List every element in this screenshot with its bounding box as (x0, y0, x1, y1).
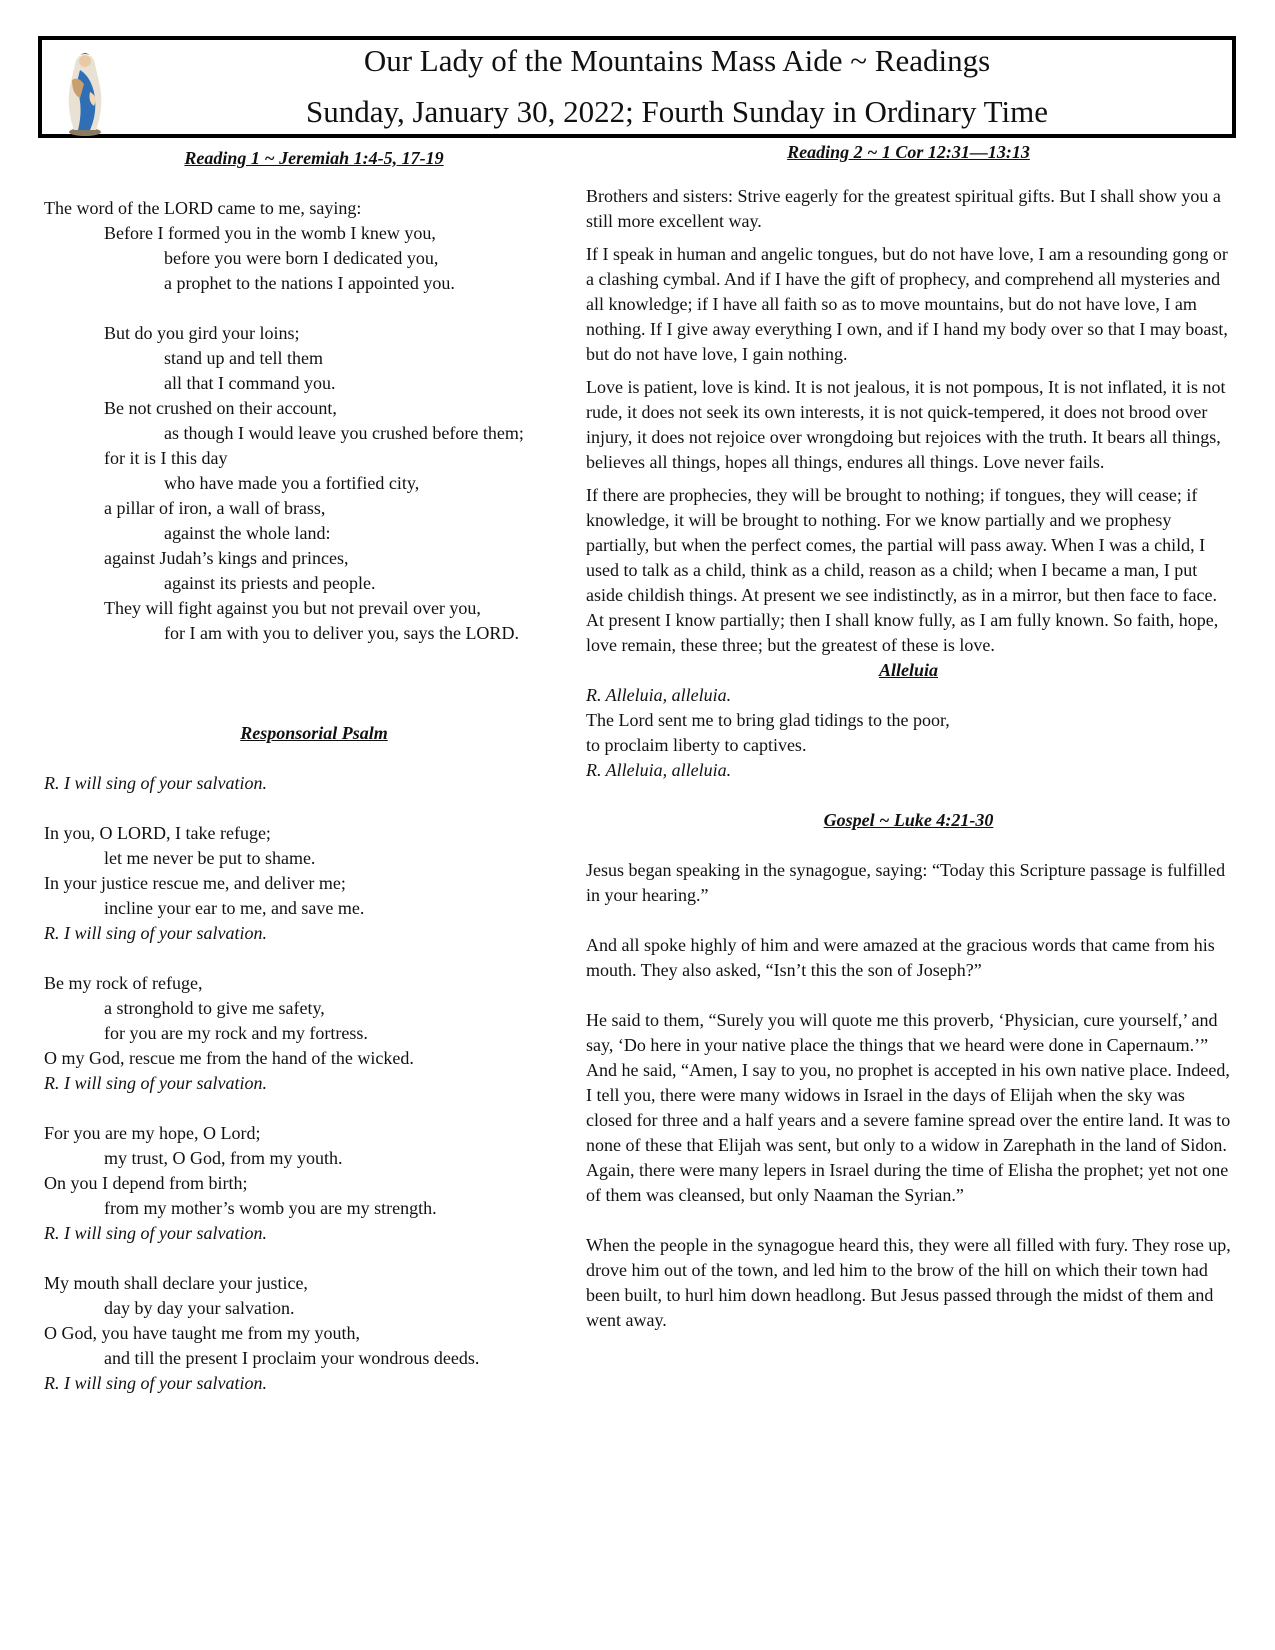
psalm-line: O God, you have taught me from my youth, (44, 1323, 360, 1343)
page-title: Our Lady of the Mountains Mass Aide ~ Readings (363, 43, 991, 78)
psalm-line: My mouth shall declare your justice, (44, 1273, 308, 1293)
reading2-paragraph: Brothers and sisters: Strive eagerly for the greatest spiritual gifts. But I shall show you a still more excellent way. (586, 186, 1221, 231)
alleluia-response: R. Alleluia, alleluia. (586, 685, 732, 705)
alleluia-verse: The Lord sent me to bring glad tidings to the poor, (586, 710, 950, 730)
reading1-line: against Judah’s kings and princes, (104, 548, 349, 568)
psalm-response: R. I will sing of your salvation. (44, 1223, 267, 1243)
psalm-line: my trust, O God, from my youth. (104, 1148, 343, 1168)
gospel-paragraph: When the people in the synagogue heard this, they were all filled with fury. They rose up, drove him out of the town, and led him to the brow of the hill on which their town had been built, to hurl him down headlong. But Jesus passed through the midst of them and went away. (586, 1235, 1231, 1330)
psalm-response: R. I will sing of your salvation. (44, 1373, 267, 1393)
reading1-line: who have made you a fortified city, (164, 473, 420, 493)
reading1-line: But do you gird your loins; (104, 323, 300, 343)
reading1-line: before you were born I dedicated you, (164, 248, 439, 268)
psalm-line: and till the present I proclaim your wondrous deeds. (104, 1348, 480, 1368)
psalm-line: let me never be put to shame. (104, 848, 316, 868)
psalm-line: Be my rock of refuge, (44, 973, 203, 993)
reading1-heading: Reading 1 ~ Jeremiah 1:4-5, 17-19 (184, 148, 444, 168)
psalm-response: R. I will sing of your salvation. (44, 923, 267, 943)
gospel-heading: Gospel ~ Luke 4:21-30 (823, 810, 994, 830)
psalm-response: R. I will sing of your salvation. (44, 1073, 267, 1093)
psalm-line: a stronghold to give me safety, (104, 998, 325, 1018)
psalm-line: for you are my rock and my fortress. (104, 1023, 368, 1043)
reading1-line: a prophet to the nations I appointed you. (164, 273, 455, 293)
page-subtitle: Sunday, January 30, 2022; Fourth Sunday in Ordinary Time (306, 94, 1048, 129)
page-header (38, 36, 1236, 138)
reading1-line: The word of the LORD came to me, saying: (44, 198, 362, 218)
reading1-line: against the whole land: (164, 523, 331, 543)
gospel-paragraph: Jesus began speaking in the synagogue, saying: “Today this Scripture passage is fulfilled in your hearing.” (586, 860, 1226, 905)
reading1-text (44, 196, 584, 646)
psalm-line: incline your ear to me, and save me. (104, 898, 365, 918)
reading1-line: stand up and tell them (164, 348, 323, 368)
reading1-line: against its priests and people. (164, 573, 376, 593)
left-column (44, 146, 584, 1396)
reading2-paragraph: Love is patient, love is kind. It is not jealous, it is not pompous, It is not inflated, it is not rude, it does not seek its own interests, it is not quick-tempered, it does not brood over injury, it does not rejoice over wrongdoing but rejoices with the truth. It bears all things, believes all things, hopes all things, endures all things. Love never fails. (586, 377, 1226, 472)
reading1-line: for I am with you to deliver you, says the LORD. (164, 623, 519, 643)
reading1-line (44, 296, 584, 321)
reading2-paragraph: If there are prophecies, they will be brought to nothing; if tongues, they will cease; if knowledge, it will be brought to nothing. For we know partially and we prophesy partially, but when the perfect comes, the partial will pass away. When I was a child, I used to talk as a child, think as a child, reason as a child; when I became a man, I put aside childish things. At present we see indistinctly, as in a mirror, but then face to face. At present I know partially; then I shall know fully, as I am fully known. So faith, hope, love remain, these three; but the greatest of these is love. (586, 485, 1219, 655)
alleluia-verse: to proclaim liberty to captives. (586, 735, 807, 755)
reading1-line: all that I command you. (164, 373, 336, 393)
psalm-text (44, 796, 584, 1396)
reading1-line: a pillar of iron, a wall of brass, (104, 498, 326, 518)
alleluia-heading: Alleluia (878, 660, 938, 680)
psalm-line: On you I depend from birth; (44, 1173, 248, 1193)
reading1-line: Before I formed you in the womb I knew you, (104, 223, 436, 243)
gospel-text (586, 858, 1231, 1333)
psalm-line: O my God, rescue me from the hand of the wicked. (44, 1048, 414, 1068)
reading1-line: They will fight against you but not prevail over you, (104, 598, 481, 618)
reading1-line: Be not crushed on their account, (104, 398, 337, 418)
reading2-paragraph: If I speak in human and angelic tongues, but do not have love, I am a resounding gong or a clashing cymbal. And if I have the gift of prophecy, and comprehend all mysteries and all knowledge; if I have all faith so as to move mountains, but do not have love, I am nothing. If I give away everything I own, and if I hand my body over so that I may boast, but do not have love, I gain nothing. (586, 244, 1228, 364)
gospel-paragraph: He said to them, “Surely you will quote me this proverb, ‘Physician, cure yourself,’ and say, ‘Do here in your native place the things that we heard were done in Capernaum.’” And he said, “Amen, I say to you, no prophet is accepted in his own native place. Indeed, I tell you, there were many widows in Israel in the days of Elijah when the sky was closed for three and a half years and a severe famine spread over the entire land. It was to none of these that Elijah was sent, but only to a widow in Zarephath in the land of Sidon. Again, there were many lepers in Israel during the time of Elisha the prophet; yet not one of them was cleansed, but only Naaman the Syrian.” (586, 1010, 1231, 1205)
psalm-line: from my mother’s womb you are my strength. (104, 1198, 437, 1218)
reading1-line: as though I would leave you crushed before them; (164, 423, 524, 443)
gospel-paragraph: And all spoke highly of him and were amazed at the gracious words that came from his mouth. They also asked, “Isn’t this the son of Joseph?” (586, 935, 1215, 980)
psalm-line: In you, O LORD, I take refuge; (44, 823, 271, 843)
alleluia-response-end: R. Alleluia, alleluia. (586, 760, 732, 780)
madonna-statue-icon (54, 46, 116, 138)
psalm-heading: Responsorial Psalm (240, 723, 388, 743)
psalm-response: R. I will sing of your salvation. (44, 773, 267, 793)
reading2-text (586, 184, 1231, 658)
reading2-heading: Reading 2 ~ 1 Cor 12:31—13:13 (787, 142, 1030, 162)
psalm-line: In your justice rescue me, and deliver me; (44, 873, 346, 893)
reading1-line: for it is I this day (104, 448, 228, 468)
right-column (586, 142, 1231, 1333)
psalm-line: day by day your salvation. (104, 1298, 295, 1318)
psalm-line: For you are my hope, O Lord; (44, 1123, 261, 1143)
